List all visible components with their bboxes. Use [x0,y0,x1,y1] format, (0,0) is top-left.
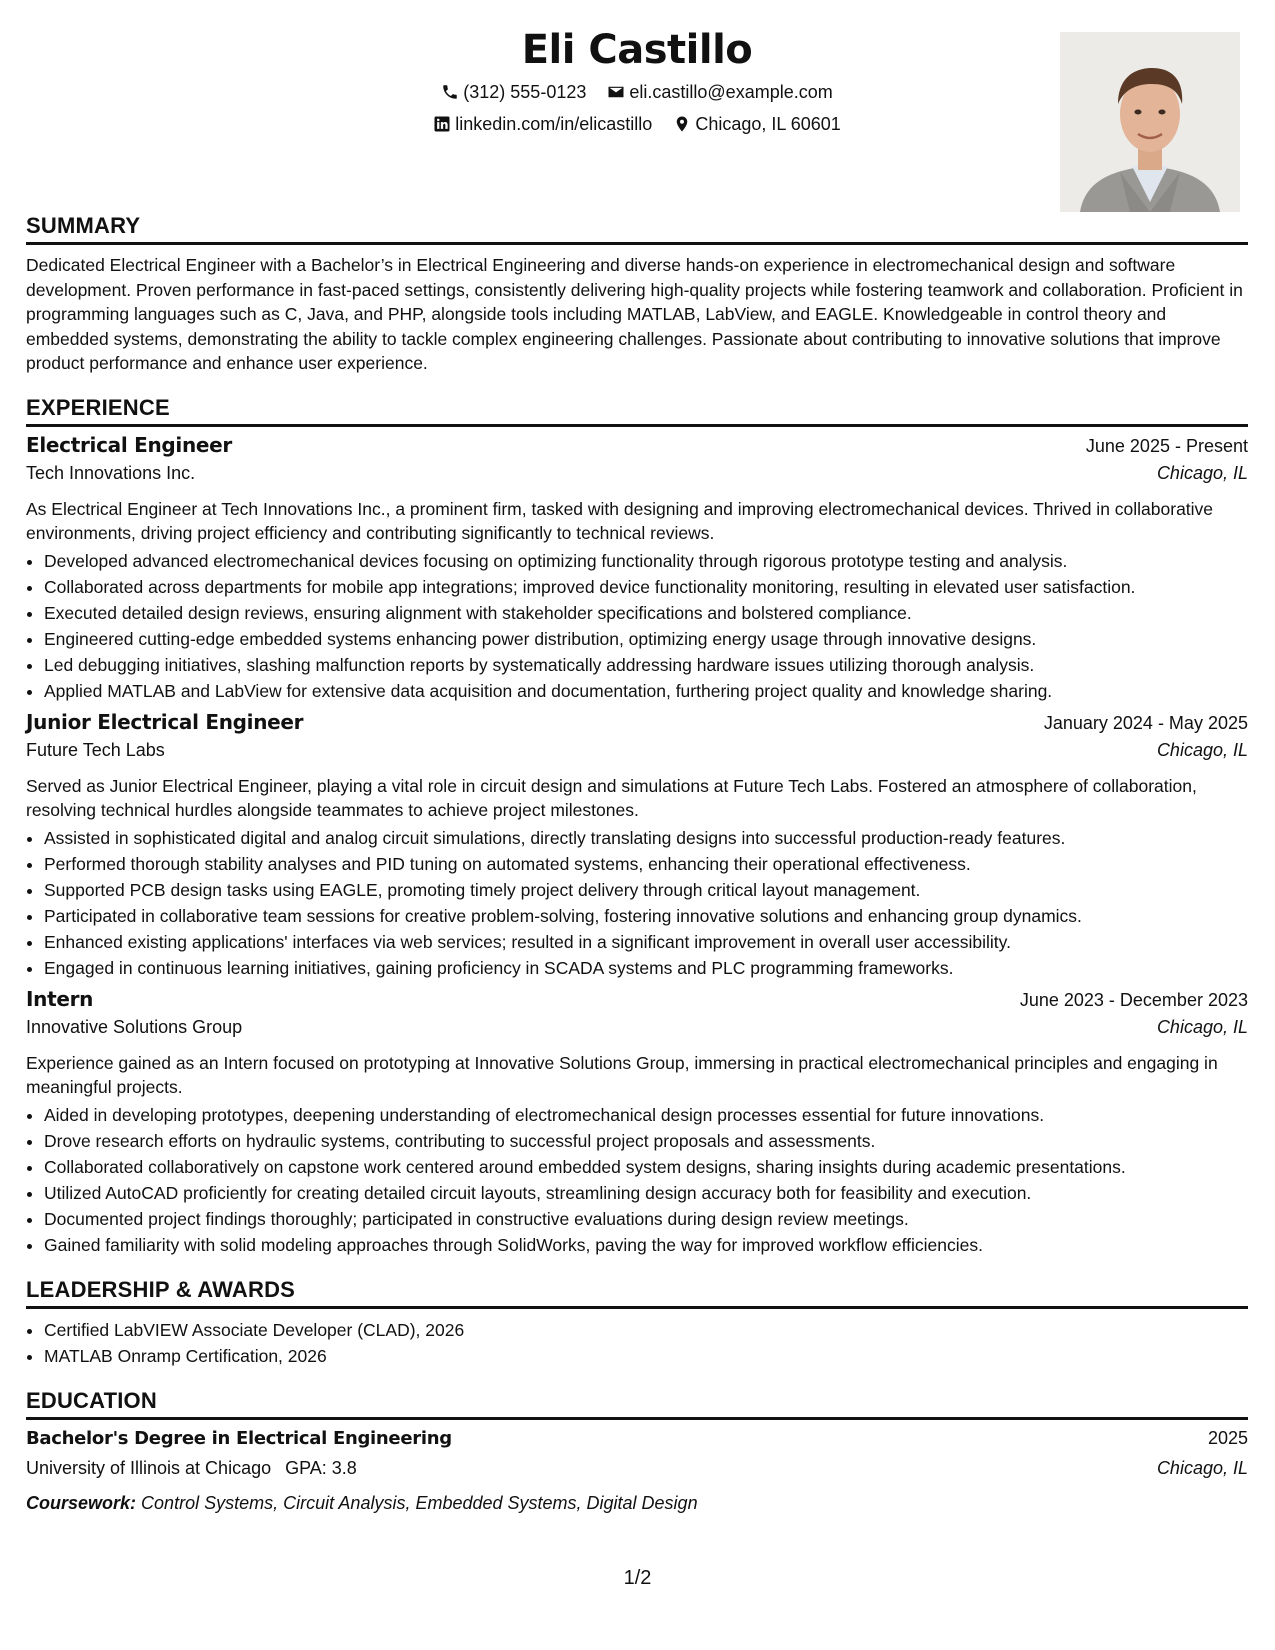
job-bullets [26,825,1248,981]
page-number: 1/2 [623,1567,652,1589]
job-bullet: • Applied MATLAB and LabView for extensive data acquisition and documentation, furthering project quality and knowledge sharing. [44,678,1248,704]
coursework-list: Control Systems, Circuit Analysis, Embedded Systems, Digital Design [141,1492,698,1513]
awards-heading: LEADERSHIP & AWARDS [26,1276,1248,1309]
school-location: Chicago, IL [1156,1457,1248,1478]
coursework [26,1488,1248,1518]
job-company: Innovative Solutions Group [26,1016,243,1037]
awards-section [26,1276,1248,1369]
profile-photo-illustration [1060,32,1240,212]
job-entry [26,987,1248,1258]
linkedin-text[interactable]: linkedin.com/in/elicastillo [455,114,653,134]
phone-contact [441,80,586,104]
job-bullet: • Led debugging initiatives, slashing malfunction reports by systematically addressing hardware issues utilizing thorough analysis. [44,652,1248,678]
school-line [26,1458,357,1479]
resume-page [26,22,1248,1518]
experience-heading: EXPERIENCE [26,394,1248,427]
job-company: Tech Innovations Inc. [26,462,196,483]
envelope-icon [607,83,625,101]
linkedin-contact[interactable] [433,112,652,136]
job-bullets [26,548,1248,704]
job-location: Chicago, IL [1156,462,1248,483]
job-company: Future Tech Labs [26,739,165,760]
job-bullet: • Engaged in continuous learning initiatives, gaining proficiency in SCADA systems and PLC programming frameworks. [44,955,1248,981]
job-bullet: • Collaborated collaboratively on capstone work centered around embedded system designs, sharing insights during academic presentations. [44,1154,1248,1180]
linkedin-icon [433,115,451,133]
phone-text: (312) 555-0123 [463,82,587,102]
job-bullet: • Developed advanced electromechanical devices focusing on optimizing functionality through rigorous prototype testing and analysis. [44,548,1248,574]
job-dates: January 2024 - May 2025 [1043,712,1248,733]
job-bullet: • Executed detailed design reviews, ensuring alignment with stakeholder specifications and bolstered compliance. [44,600,1248,626]
email-text[interactable]: eli.castillo@example.com [629,82,833,102]
job-title: Junior Electrical Engineer [26,709,304,734]
job-description: As Electrical Engineer at Tech Innovations Inc., a prominent firm, tasked with designing and improving electromechanical devices. Thrived in collaborative environments, driving project efficiency and contributing significantly to technical reviews. [26,498,1214,543]
job-bullet: • Assisted in sophisticated digital and analog circuit simulations, directly translating designs into successful production-ready features. [44,825,1248,851]
job-title: Intern [26,986,94,1011]
job-title: Electrical Engineer [26,432,232,457]
job-bullet: • Participated in collaborative team sessions for creative problem-solving, fostering innovative solutions and enhancing group dynamics. [44,903,1248,929]
job-bullet: • Aided in developing prototypes, deepening understanding of electromechanical design processes essential for future innovations. [44,1102,1248,1128]
summary-text: Dedicated Electrical Engineer with a Bachelor’s in Electrical Engineering and diverse hands-on experience in electromechanical design and software development. Proven performance in fast-paced settings, consistently delivering high-quality projects while fostering teamwork and collaboration. Proficient in programming languages such as C, Java, and PHP, alongside tools including MATLAB, LabView, and EAGLE. Knowledgeable in control theory and embedded systems, demonstrating the ability to tackle complex engineering challenges. Passionate about contributing to innovative solutions that improve product performance and enhance user experience. [26,255,1243,373]
job-bullet: • Collaborated across departments for mobile app integrations; improved device functionality monitoring, resulting in elevated user satisfaction. [44,574,1248,600]
gpa: GPA: 3.8 [285,1457,357,1478]
job-location: Chicago, IL [1156,739,1248,760]
candidate-name: Eli Castillo [521,27,753,73]
location-contact [673,112,840,136]
job-bullet: • Gained familiarity with solid modeling approaches through SolidWorks, paving the way for improved workflow efficiencies. [44,1232,1248,1258]
job-dates: June 2025 - Present [1085,435,1248,456]
phone-icon [441,83,459,101]
map-pin-icon [673,115,691,133]
education-heading: EDUCATION [26,1387,1248,1420]
job-description: Experience gained as an Intern focused on prototyping at Innovative Solutions Group, immersing in practical electromechanical principles and engaging in meaningful projects. [26,1052,1218,1097]
graduation-year: 2025 [1207,1427,1248,1448]
job-description: Served as Junior Electrical Engineer, playing a vital role in circuit design and simulations at Future Tech Labs. Fostered an atmosphere of collaboration, resolving technical hurdles alongside teammates to achieve project milestones. [26,775,1197,820]
job-location: Chicago, IL [1156,1016,1248,1037]
profile-photo [1060,32,1240,212]
job-dates: June 2023 - December 2023 [1019,989,1248,1010]
school-name: University of Illinois at Chicago [26,1457,272,1478]
job-entry [26,710,1248,981]
location-text: Chicago, IL 60601 [695,114,841,134]
award-item: • Certified LabVIEW Associate Developer (CLAD), 2026 [44,1317,1248,1343]
job-bullet: • Utilized AutoCAD proficiently for creating detailed circuit layouts, streamlining design accuracy both for feasibility and execution. [44,1180,1248,1206]
job-bullet: • Supported PCB design tasks using EAGLE, promoting timely project delivery through critical layout management. [44,877,1248,903]
awards-list [26,1317,1248,1369]
degree-title: Bachelor's Degree in Electrical Engineering [26,1427,452,1449]
email-contact[interactable] [607,80,832,104]
job-bullet: • Drove research efforts on hydraulic systems, contributing to successful project proposals and assessments. [44,1128,1248,1154]
coursework-label: Coursework: [26,1492,137,1513]
job-entry [26,433,1248,704]
job-bullet: • Engineered cutting-edge embedded systems enhancing power distribution, optimizing energy usage through innovative designs. [44,626,1248,652]
job-bullets [26,1102,1248,1258]
summary-heading: SUMMARY [26,212,1248,245]
award-item: • MATLAB Onramp Certification, 2026 [44,1343,1248,1369]
job-bullet: • Performed thorough stability analyses and PID tuning on automated systems, enhancing their operational effectiveness. [44,851,1248,877]
resume-header [26,22,1248,212]
job-bullet: • Enhanced existing applications' interfaces via web services; resulted in a significant improvement in overall user accessibility. [44,929,1248,955]
job-bullet: • Documented project findings thoroughly; participated in constructive evaluations during design review meetings. [44,1206,1248,1232]
